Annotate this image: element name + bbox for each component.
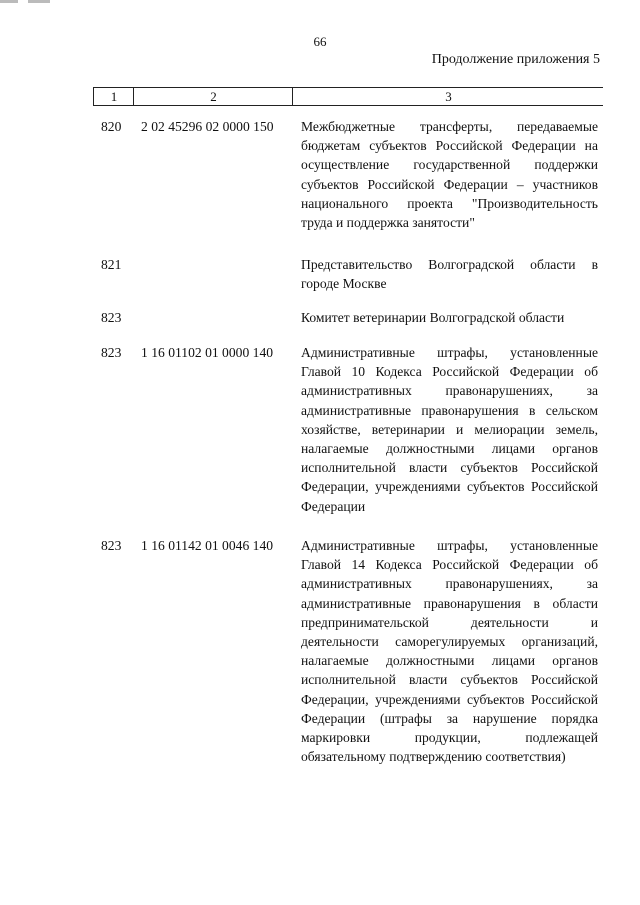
revenue-name: Комитет ветеринарии Волгоградской области bbox=[301, 310, 565, 325]
revenue-name: Административные штрафы, установленные Главой 14 Кодекса Российской Федерации об административных правонарушениях, за административные правонарушения в области предпринимательской деятельности и деятельности саморегулируемых организаций, налагаемые должностными лицами органов исполнительной власти субъектов Российской Федерации, учреждениями субъектов Российской Федерации (штрафы за нарушение порядка маркировки продукции, подлежащей обязательному подтверждению соответствия) bbox=[301, 538, 598, 765]
revenue-name: Административные штрафы, установленные Главой 10 Кодекса Российской Федерации об административных правонарушениях, за административные правонарушения в сельском хозяйстве, ветеринарии и мелиорации земель, налагаемые должностными лицами органов исполнительной власти субъектов Российской Федерации, учреждениями субъектов Российской Федерации bbox=[301, 345, 598, 514]
admin-code: 823 bbox=[101, 538, 122, 553]
page-number: 66 bbox=[313, 34, 327, 49]
budget-code: 2 02 45296 02 0000 150 bbox=[141, 119, 274, 134]
header-col-1: 1 bbox=[93, 88, 134, 105]
table-header bbox=[93, 87, 603, 106]
continuation-note: Продолжение приложения 5 bbox=[431, 52, 600, 67]
scan-artifact bbox=[0, 0, 110, 6]
header-col-3: 3 bbox=[292, 88, 604, 105]
admin-code: 821 bbox=[101, 257, 122, 272]
admin-code: 823 bbox=[101, 310, 122, 325]
budget-code: 1 16 01142 01 0046 140 bbox=[141, 538, 274, 553]
revenue-name: Межбюджетные трансферты, передаваемые бюджетам субъектов Российской Федерации на осуществление государственной поддержки субъектов Российской Федерации – участников национального проекта "Производительность труда и поддержка занятости" bbox=[301, 119, 598, 231]
revenue-name: Представительство Волгоградской области в городе Москве bbox=[301, 257, 598, 292]
budget-code: 1 16 01102 01 0000 140 bbox=[141, 345, 274, 360]
header-col-2: 2 bbox=[133, 88, 293, 105]
admin-code: 823 bbox=[101, 345, 122, 360]
admin-code: 820 bbox=[101, 119, 122, 134]
